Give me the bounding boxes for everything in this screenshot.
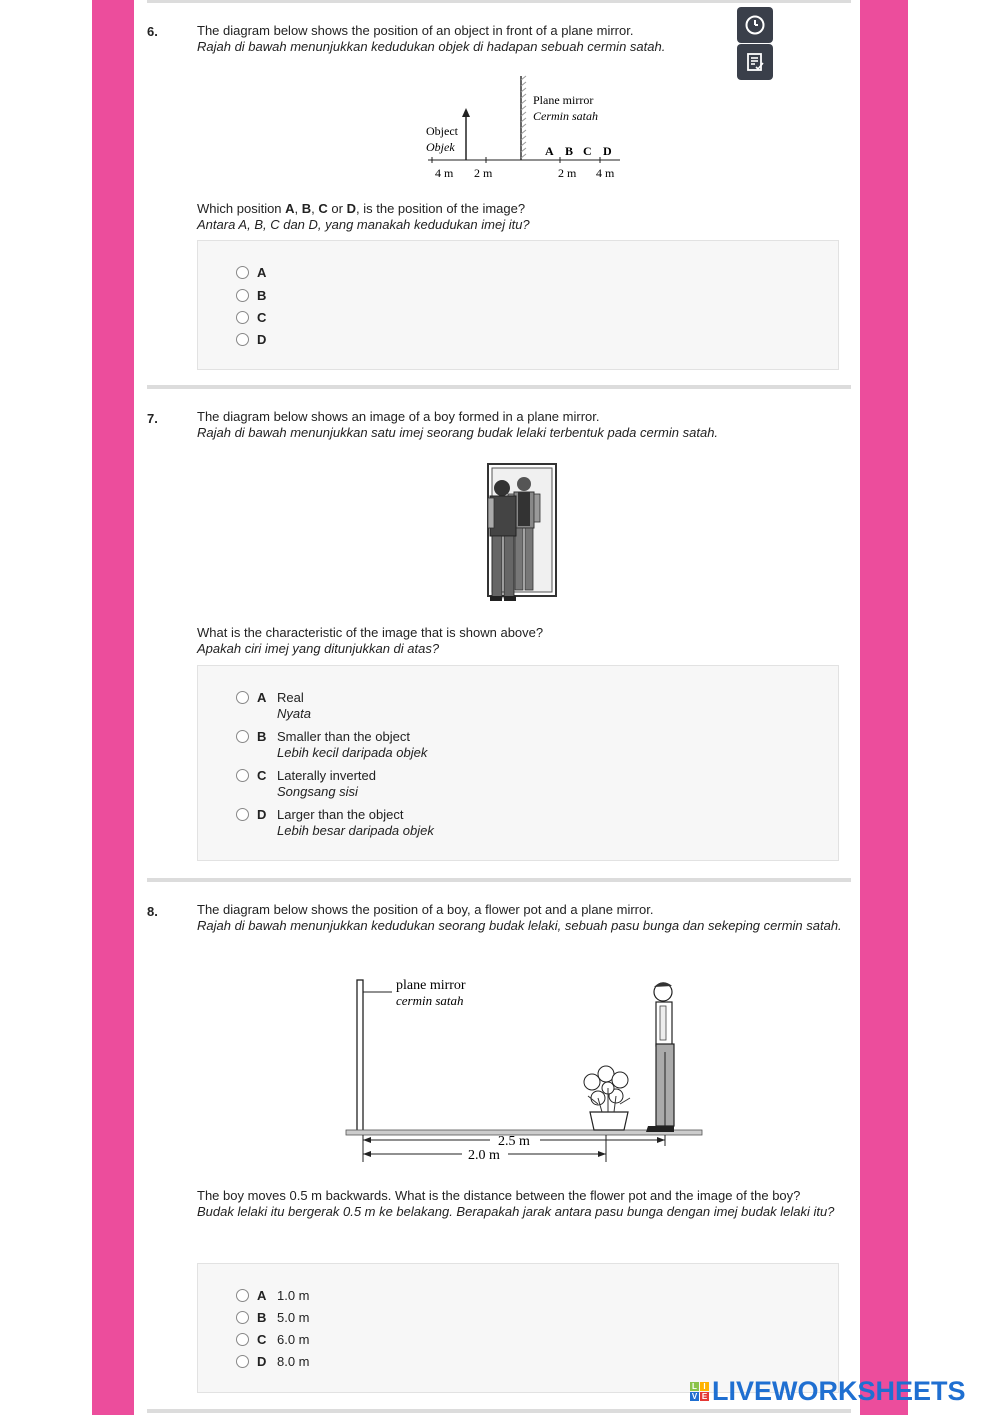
radio-button[interactable] [236, 730, 249, 743]
q6-object-label-ms: Objek [426, 140, 455, 154]
q7-text [197, 409, 847, 441]
q6-dist-3: 2 m [558, 166, 577, 180]
radio-button[interactable] [236, 1333, 249, 1346]
q6-option-d[interactable]: D [236, 332, 277, 347]
q7-options-box [197, 665, 839, 861]
right-pink-border [860, 0, 908, 1415]
q8-diagram [340, 972, 710, 1166]
q6-pos-c: C [583, 144, 592, 158]
q6-pos-d: D [603, 144, 612, 158]
q6-pos-a: A [545, 144, 554, 158]
q8-mirror [357, 980, 363, 1132]
q6-pos-b: B [565, 144, 574, 158]
radio-button[interactable] [236, 1311, 249, 1324]
q8-option-b[interactable]: B 5.0 m [236, 1310, 310, 1326]
radio-button[interactable] [236, 311, 249, 324]
radio-button[interactable] [236, 769, 249, 782]
boy-figure [646, 982, 674, 1132]
q6-option-a[interactable]: A [236, 265, 277, 280]
q6-mirror-label-en: Plane mirror [533, 93, 594, 107]
q6-dist-2: 2 m [474, 166, 493, 180]
q6-option-b[interactable]: B [236, 288, 277, 303]
radio-button[interactable] [236, 1289, 249, 1302]
q6-object-arrowhead [462, 108, 470, 117]
q8-mirror-label-en: plane mirror [396, 978, 466, 993]
q7-question [197, 625, 847, 657]
q7-option-b[interactable]: B Smaller than the object Lebih kecil daripada objek [236, 729, 427, 761]
q7-option-c[interactable]: C Laterally inverted Songsang sisi [236, 768, 376, 800]
q8-divider [147, 1409, 851, 1413]
q6-dist-4: 4 m [596, 166, 615, 180]
q8-question-en: The boy moves 0.5 m backwards. What is the distance between the flower pot and the image of the boy? [197, 1188, 801, 1203]
liveworksheets-logo[interactable] [690, 1376, 966, 1407]
q8-options-box [197, 1263, 839, 1393]
q8-text-ms: Rajah di bawah menunjukkan kedudukan seorang budak lelaki, sebuah pasu bunga dan sekeping cermin satah. [197, 918, 842, 933]
q6-question [197, 201, 847, 233]
q7-question-en: What is the characteristic of the image that is shown above? [197, 625, 544, 640]
q6-text [197, 23, 847, 55]
q6-options-box [197, 240, 839, 370]
radio-button[interactable] [236, 808, 249, 821]
q8-mirror-label-ms: cermin satah [396, 993, 464, 1008]
q6-option-c[interactable]: C [236, 310, 277, 325]
radio-button[interactable] [236, 1355, 249, 1368]
q8-text-en: The diagram below shows the position of a boy, a flower pot and a plane mirror. [197, 902, 654, 917]
q6-number: 6. [147, 24, 158, 39]
radio-button[interactable] [236, 691, 249, 704]
q8-question-ms: Budak lelaki itu bergerak 0.5 m ke belakang. Berapakah jarak antara pasu bunga dengan imej budak lelaki itu? [197, 1204, 835, 1219]
q6-question-ms: Antara A, B, C dan D, yang manakah kedudukan imej itu? [197, 217, 530, 232]
q7-text-ms: Rajah di bawah menunjukkan satu imej seorang budak lelaki terbentuk pada cermin satah. [197, 425, 719, 440]
boy-object [488, 480, 516, 601]
q8-distance-boy: 2.5 m [498, 1134, 530, 1149]
flower-pot [584, 1066, 630, 1130]
q7-option-a[interactable]: A Real Nyata [236, 690, 311, 722]
q8-option-a[interactable]: A 1.0 m [236, 1288, 310, 1304]
radio-button[interactable] [236, 266, 249, 279]
q7-option-d[interactable]: D Larger than the object Lebih besar daripada objek [236, 807, 434, 839]
radio-button[interactable] [236, 333, 249, 346]
q7-question-ms: Apakah ciri imej yang ditunjukkan di atas? [197, 641, 440, 656]
top-divider [147, 0, 851, 3]
q8-number: 8. [147, 904, 158, 919]
q8-text [197, 902, 847, 934]
q8-option-c[interactable]: C 6.0 m [236, 1332, 310, 1348]
q6-mirror-label-ms: Cermin satah [533, 109, 599, 123]
brand-name: LIVEWORKSHEETS [712, 1376, 966, 1406]
logo-mark-icon: L I V E [691, 1382, 708, 1401]
q6-object-label-en: Object [426, 124, 458, 138]
q7-divider [147, 878, 851, 882]
q6-question-en: Which position A, B, C or D, is the position of the image? [197, 201, 526, 216]
q8-option-d[interactable]: D 8.0 m [236, 1354, 310, 1370]
q7-number: 7. [147, 411, 158, 426]
q6-diagram [420, 74, 630, 186]
radio-button[interactable] [236, 289, 249, 302]
left-pink-border [92, 0, 134, 1415]
q6-text-en: The diagram below shows the position of an object in front of a plane mirror. [197, 23, 634, 38]
q6-divider [147, 385, 851, 389]
q8-distance-pot: 2.0 m [468, 1148, 500, 1163]
q6-dist-1: 4 m [435, 166, 454, 180]
q7-text-en: The diagram below shows an image of a boy formed in a plane mirror. [197, 409, 600, 424]
q7-mirror-illustration [486, 462, 560, 604]
q8-question [197, 1188, 837, 1220]
q6-text-ms: Rajah di bawah menunjukkan kedudukan objek di hadapan sebuah cermin satah. [197, 39, 666, 54]
